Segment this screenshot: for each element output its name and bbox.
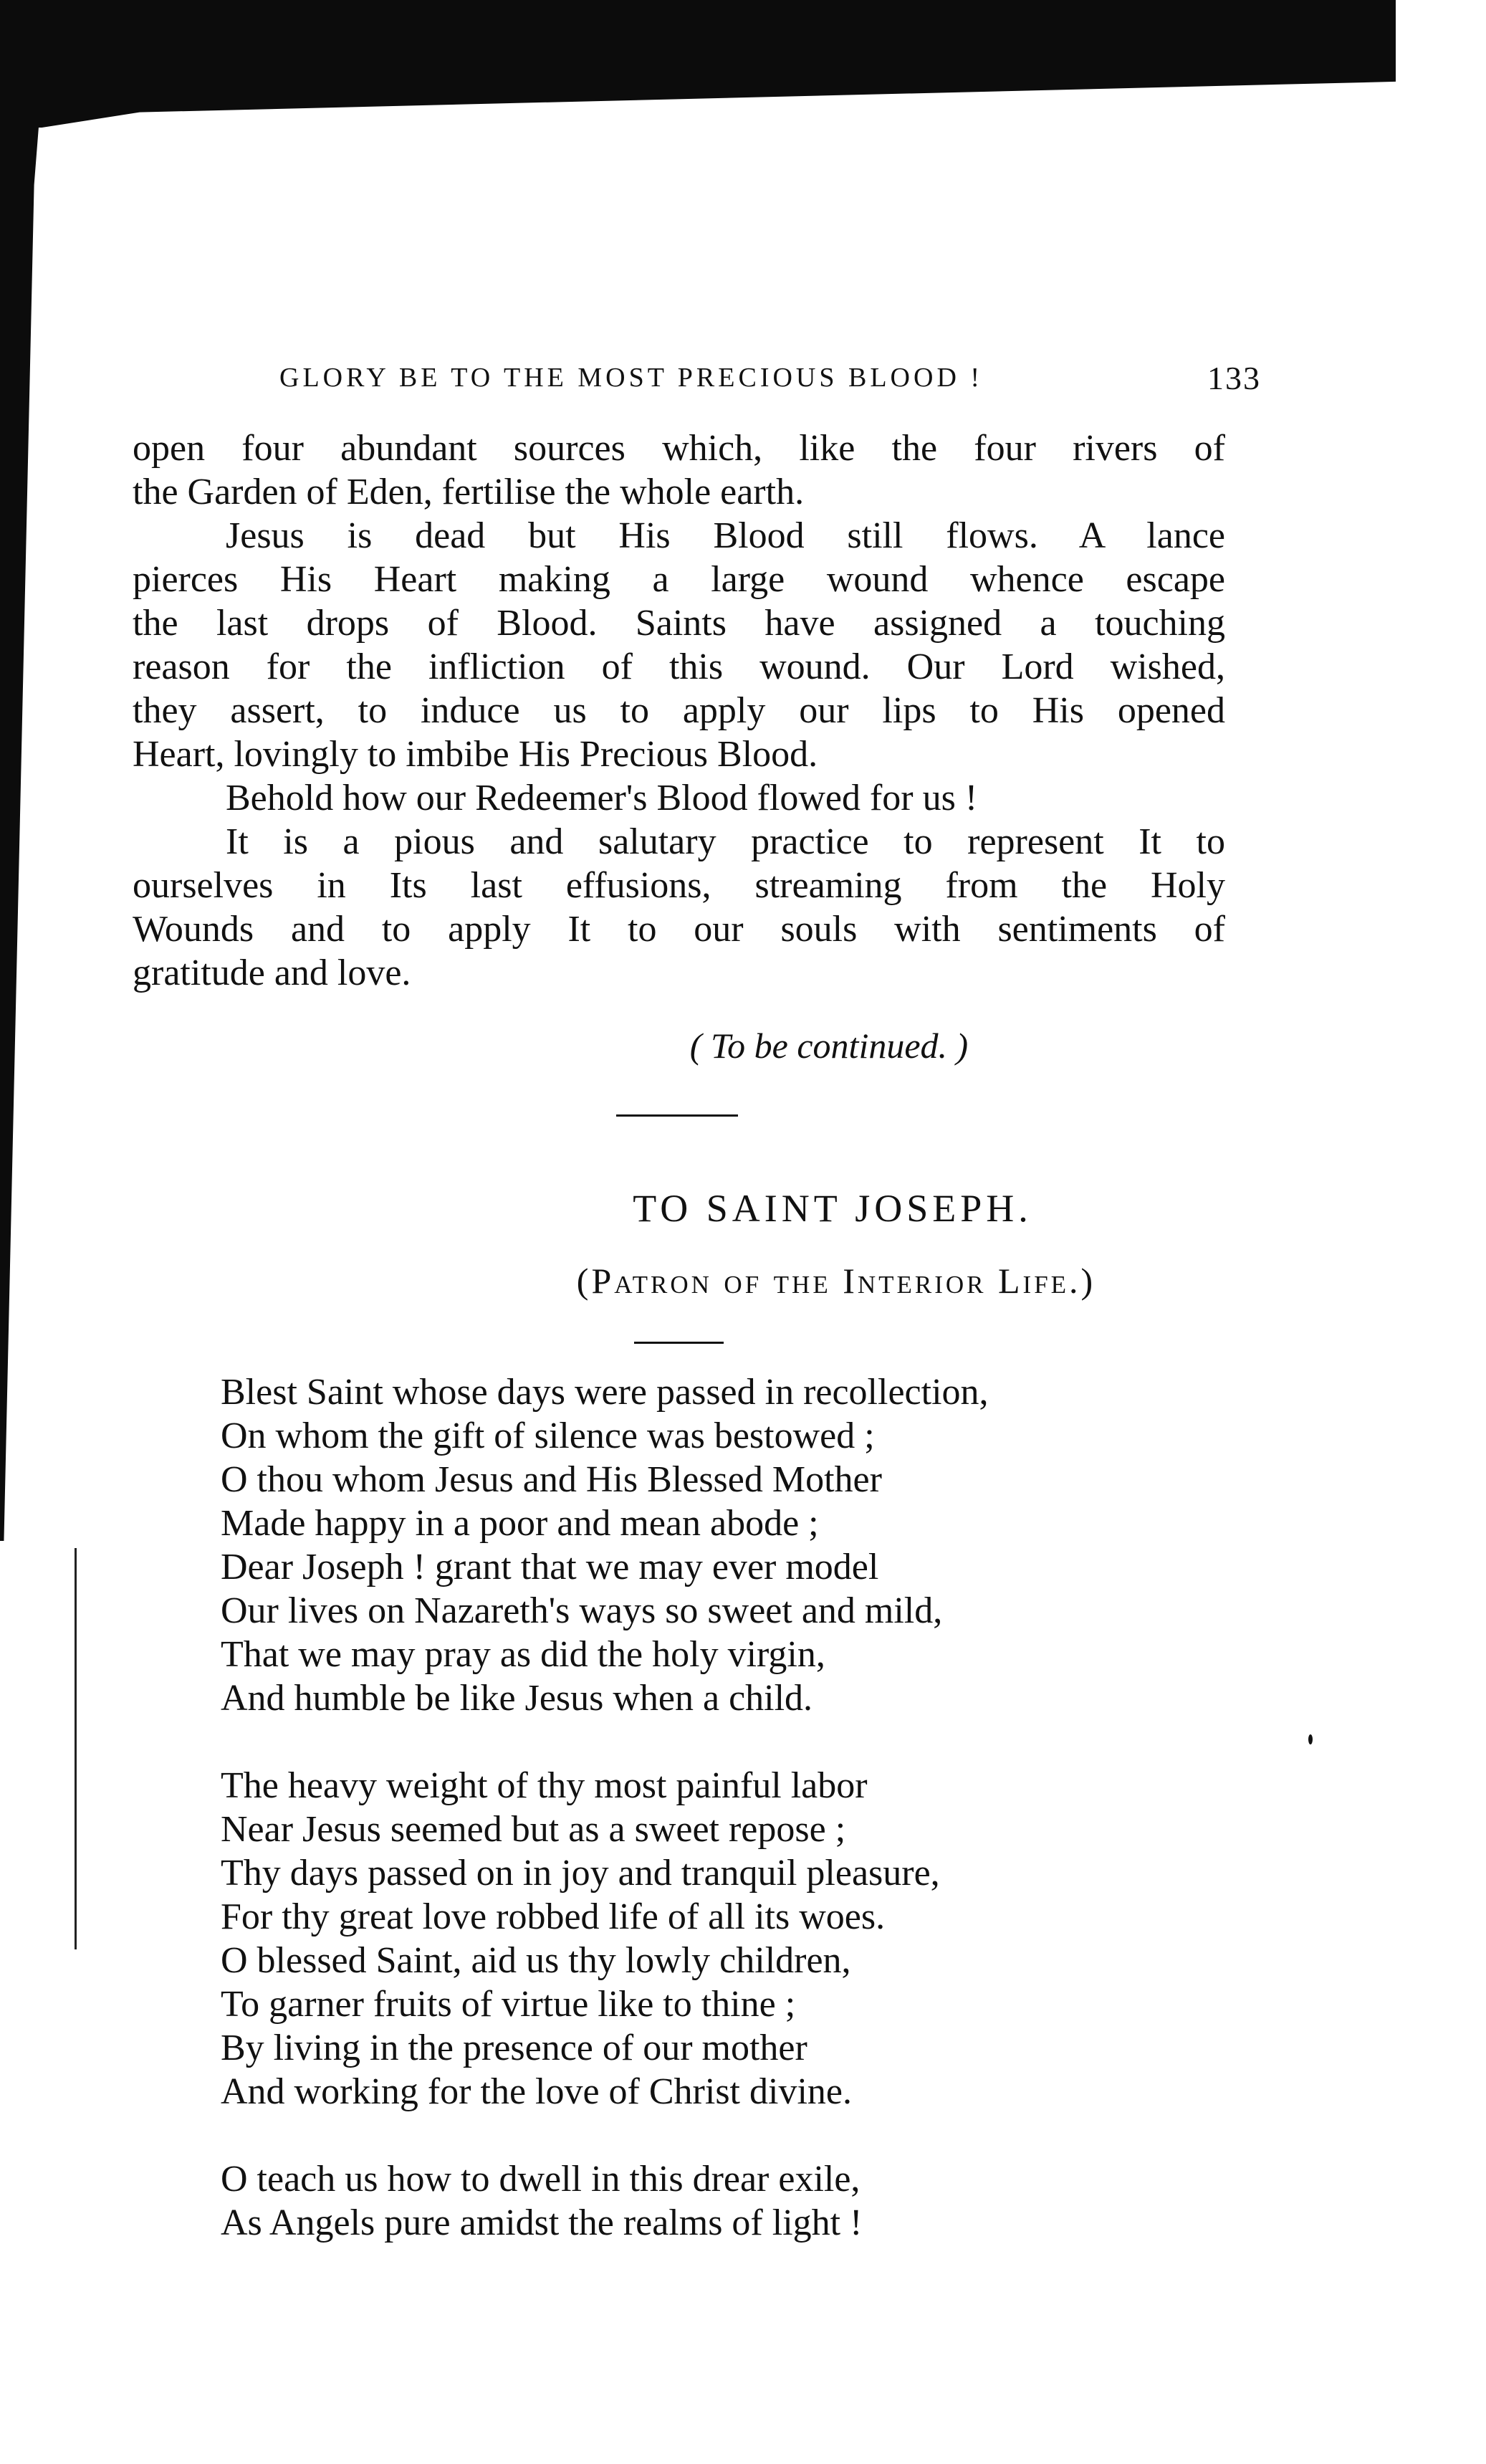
text-line: reason for the infliction of this wound. Our Lord wished, — [133, 646, 1225, 687]
poem-verse: And humble be like Jesus when a child. — [221, 1678, 813, 1719]
poem-verse: For thy great love robbed life of all its woes. — [221, 1896, 886, 1937]
poem-verse: Near Jesus seemed but as a sweet repose ; — [221, 1809, 846, 1850]
poem — [221, 1370, 989, 2288]
text-line: ourselves in Its last effusions, streaming from the Holy — [133, 865, 1225, 906]
text-line: open four abundant sources which, like the four rivers of — [133, 428, 1225, 469]
text-line: It is a pious and salutary practice to represent It to — [226, 821, 1225, 862]
text-line: they assert, to induce us to apply our lips to His opened — [133, 690, 1225, 731]
poem-verse: Thy days passed on in joy and tranquil pleasure, — [221, 1853, 940, 1894]
poem-verse: Blest Saint whose days were passed in recollection, — [221, 1372, 989, 1413]
to-be-continued: ( To be continued. ) — [689, 1026, 969, 1066]
poem-verse: And working for the love of Christ divine. — [221, 2071, 852, 2112]
poem-verse: By living in the presence of our mother — [221, 2028, 807, 2068]
text-line: gratitude and love. — [133, 952, 411, 993]
text-line: the last drops of Blood. Saints have assigned a touching — [133, 603, 1225, 644]
poem-verse: On whom the gift of silence was bestowed ; — [221, 1415, 875, 1456]
scan-edge-left — [0, 0, 49, 1541]
poem-verse: As Angels pure amidst the realms of light ! — [221, 2202, 863, 2243]
text-line: Wounds and to apply It to our souls with sentiments of — [133, 909, 1225, 950]
poem-stanza — [221, 2157, 989, 2245]
poem-verse: The heavy weight of thy most painful labor — [221, 1765, 868, 1806]
text-line: Jesus is dead but His Blood still flows. A lance — [226, 515, 1225, 556]
poem-verse: Made happy in a poor and mean abode ; — [221, 1503, 819, 1544]
poem-verse: To garner fruits of virtue like to thine ; — [221, 1984, 796, 2025]
scan-speck — [1308, 1734, 1313, 1744]
poem-verse: O thou whom Jesus and His Blessed Mother — [221, 1459, 882, 1500]
poem-verse: O blessed Saint, aid us thy lowly children, — [221, 1940, 851, 1981]
text-line: Heart, lovingly to imbibe His Precious Blood. — [133, 734, 818, 775]
scan-edge-top — [0, 0, 1396, 128]
poem-subtitle: (Patron of the Interior Life.) — [576, 1261, 1096, 1301]
poem-title: TO SAINT JOSEPH. — [633, 1187, 1032, 1230]
running-head-title: GLORY BE TO THE MOST PRECIOUS BLOOD ! — [279, 363, 984, 393]
text-line: the Garden of Eden, fertilise the whole earth. — [133, 472, 805, 512]
poem-verse: Our lives on Nazareth's ways so sweet and mild, — [221, 1590, 943, 1631]
poem-verse: That we may pray as did the holy virgin, — [221, 1634, 825, 1675]
page-number: 133 — [1207, 360, 1261, 396]
text-line: Behold how our Redeemer's Blood flowed for us ! — [226, 778, 978, 818]
scan-edge-line — [75, 1548, 77, 1949]
text-line: pierces His Heart making a large wound whence escape — [133, 559, 1225, 600]
poem-stanza — [221, 1370, 989, 1720]
poem-stanza — [221, 1764, 989, 2114]
body-text — [133, 426, 1225, 995]
title-divider — [634, 1342, 724, 1344]
section-divider — [616, 1114, 738, 1117]
poem-verse: O teach us how to dwell in this drear exile, — [221, 2159, 861, 2200]
poem-verse: Dear Joseph ! grant that we may ever model — [221, 1547, 879, 1587]
